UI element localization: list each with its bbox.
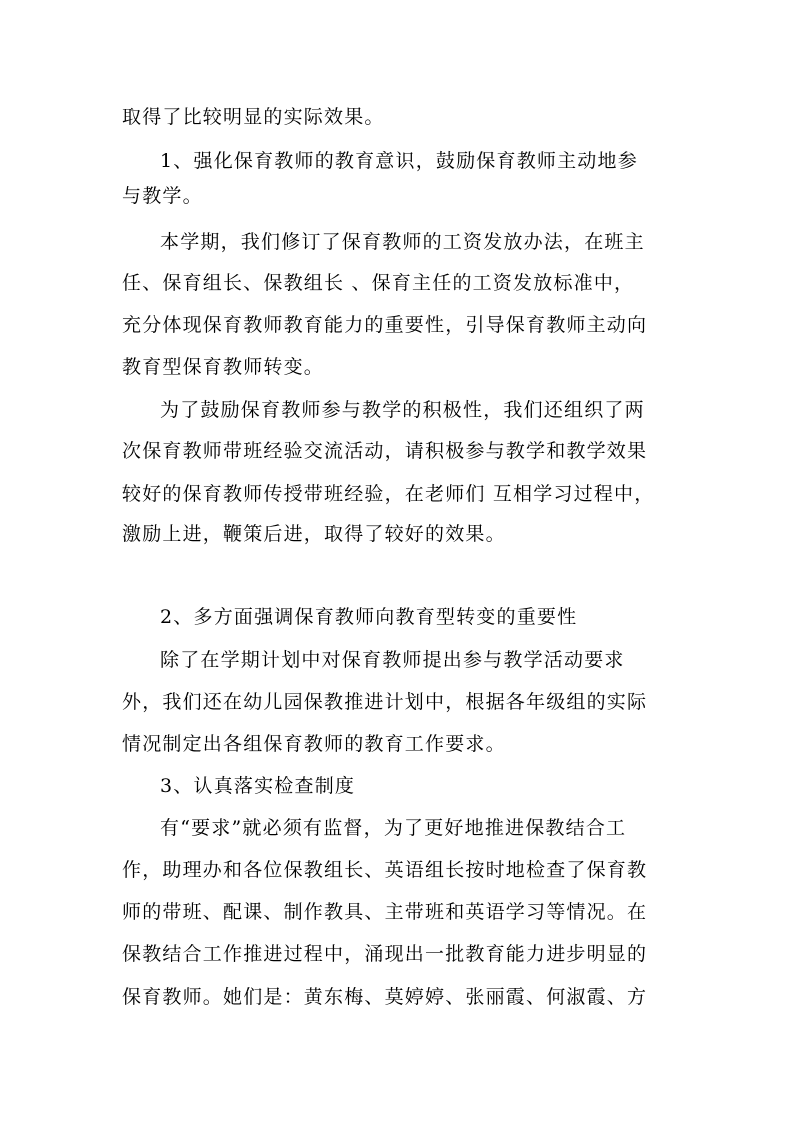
- text-line: 较好的保育教师传授带班经验，在老师们 互相学习过程中，: [122, 483, 655, 505]
- text-line: 1、强化保育教师的教育意识，鼓励保育教师主动地参: [160, 150, 638, 172]
- text-line: 教育型保育教师转变。: [122, 356, 325, 378]
- text-line: 师的带班、配课、制作教具、主带班和英语学习等情况。在: [122, 901, 648, 923]
- text-line: 激励上进，鞭策后进，取得了较好的效果。: [122, 523, 506, 545]
- text-line: 作，助理办和各位保教组长、英语组长按时地检查了保育教: [122, 859, 648, 881]
- section-heading: 3、认真落实检查制度: [160, 775, 356, 797]
- text-line: 任、保育组长、保教组长 、保育主任的工资发放标准中，: [122, 272, 635, 294]
- text-line: 与教学。: [122, 185, 203, 207]
- text-line: 为了鼓励保育教师参与教学的积极性，我们还组织了两: [160, 399, 645, 421]
- text-line: 次保育教师带班经验交流活动，请积极参与教学和教学效果: [122, 440, 648, 462]
- text-line: 保教结合工作推进过程中，涌现出一批教育能力进步明显的: [122, 943, 648, 965]
- text-line: 保育教师。她们是：黄东梅、莫婷婷、张丽霞、何淑霞、方: [122, 986, 648, 1008]
- text-line: 外，我们还在幼儿园保教推进计划中，根据各年级组的实际: [122, 691, 648, 713]
- text-line: 取得了比较明显的实际效果。: [122, 106, 385, 128]
- text-line: 充分体现保育教师教育能力的重要性，引导保育教师主动向: [122, 314, 648, 336]
- text-line: 有“要求”就必须有监督，为了更好地推进保教结合工: [160, 817, 627, 839]
- text-line: 除了在学期计划中对保育教师提出参与教学活动要求: [160, 649, 625, 671]
- text-line: 情况制定出各组保育教师的教育工作要求。: [122, 733, 506, 755]
- section-heading: 2、多方面强调保育教师向教育型转变的重要性: [160, 606, 578, 628]
- text-line: 本学期，我们修订了保育教师的工资发放办法，在班主: [160, 231, 645, 253]
